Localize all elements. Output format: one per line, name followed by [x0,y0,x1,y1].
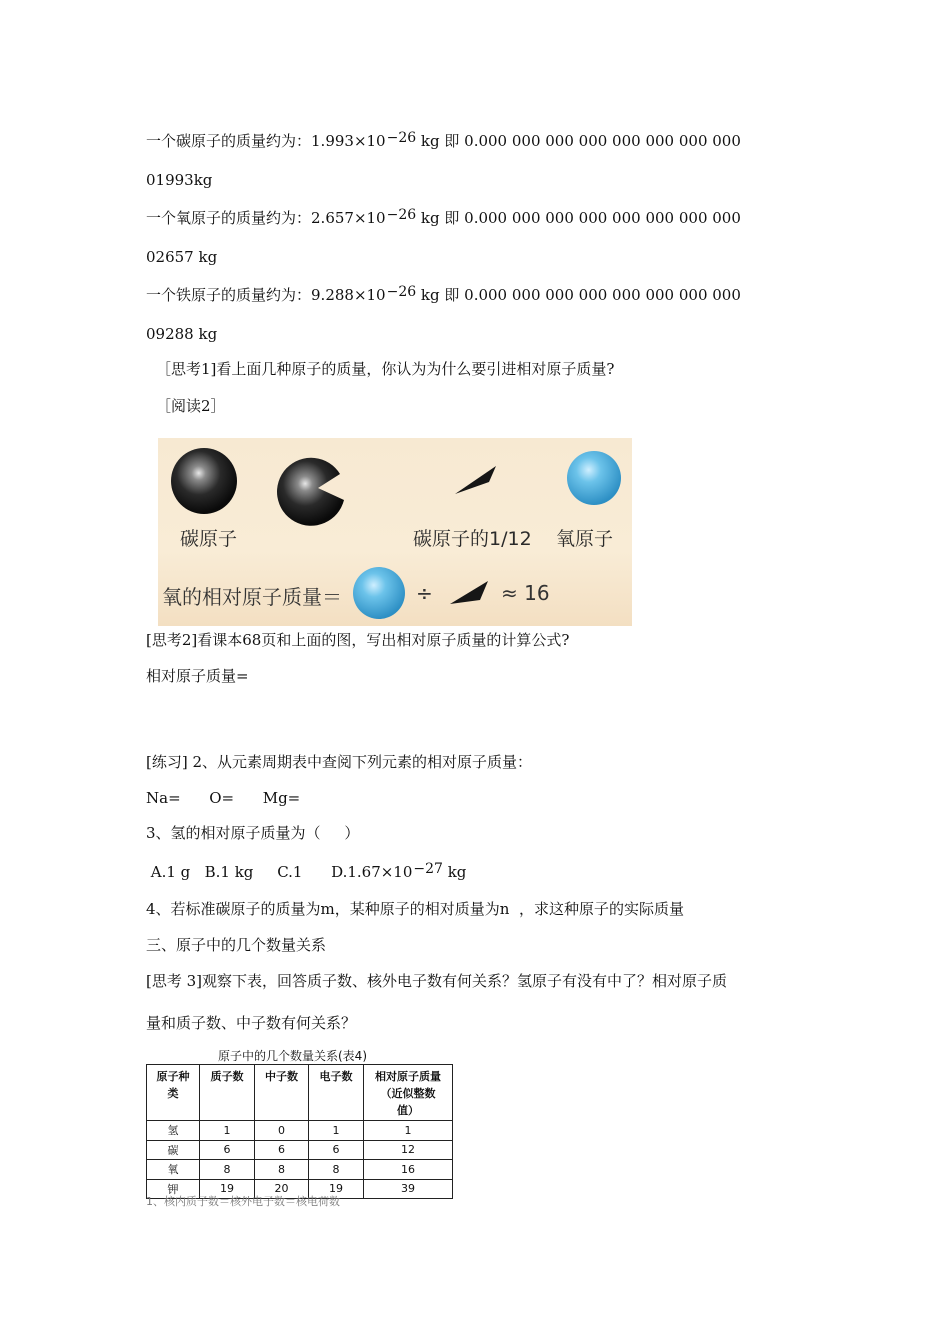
oxygen-mass-line: 一个氧原子的质量约为：$2.657\times 10^{-26}$ kg 即 0.000 000 000 000 000 000 000 000 [146,207,741,227]
carbon-twelfth-wedge-icon [455,466,496,494]
carbon-atom-icon [171,448,237,514]
table-row [147,1121,453,1141]
table-caption: 原子中的几个数量关系(表4) [218,1049,367,1063]
cell-atom: 钾 [147,1179,200,1199]
cell-relative-mass: 1 [364,1121,453,1141]
cell-neutrons: 8 [255,1160,309,1180]
header-atom-kind: 原子种 类 [147,1065,200,1121]
cell-atom: 碳 [147,1140,200,1160]
think3-question: [思考 3]观察下表，回答质子数、核外电子数有何关系？氢原子有没有中了？相对原子质 [146,972,728,990]
cell-protons: 19 [200,1179,255,1199]
equation-result: ≈ 16 [501,581,550,605]
question4: 4、若标准碳原子的质量为m，某种原子的相对质量为n ，求这种原子的实际质量 [146,900,684,918]
section3-heading: 三、原子中的几个数量关系 [146,936,327,954]
quantity-relation-table [146,1064,453,1199]
carbon-atom-cut-icon [277,458,344,526]
carbon-mass-line: 一个碳原子的质量约为：$1.993\times 10^{-26}$ kg 即 0.000 000 000 000 000 000 000 000 [146,130,741,150]
wedge-equation-icon [450,581,488,604]
practice2-question: [练习] 2、从元素周期表中查阅下列元素的相对原子质量： [146,753,533,771]
carbon-mass-continued: 01993kg [146,171,213,189]
formula-prompt: 相对原子质量= [146,667,249,685]
cell-protons: 6 [200,1140,255,1160]
cell-atom: 氧 [147,1160,200,1180]
cell-neutrons: 20 [255,1179,309,1199]
iron-mass-continued: 09288 kg [146,325,218,343]
cell-protons: 1 [200,1121,255,1141]
header-electrons: 电子数 [309,1065,364,1121]
question3-options: A.1 g B.1 kg C.1 $D.1.67\times 10^{-27}$ kg [146,861,467,881]
cell-electrons: 8 [309,1160,364,1180]
think3-question-continued: 量和质子数、中子数有何关系？ [146,1014,357,1032]
think1-question: ［思考1]看上面几种原子的质量，你认为为什么要引进相对原子质量? [156,360,615,378]
cell-electrons: 1 [309,1121,364,1141]
think2-question: [思考2]看课本68页和上面的图，写出相对原子质量的计算公式? [146,631,570,649]
table-header-row [147,1065,453,1121]
carbon-atom-label: 碳原子 [180,528,238,550]
cell-neutrons: 0 [255,1121,309,1141]
table-row [147,1140,453,1160]
cell-electrons: 19 [309,1179,364,1199]
oxygen-atom-icon [567,451,621,505]
oxygen-mass-continued: 02657 kg [146,248,218,266]
cell-neutrons: 6 [255,1140,309,1160]
table-row [147,1160,453,1180]
header-neutrons: 中子数 [255,1065,309,1121]
cell-relative-mass: 39 [364,1179,453,1199]
oxygen-atom-label: 氧原子 [556,528,614,550]
question3: 3、氢的相对原子质量为（ ） [146,824,360,842]
equation-divide: ÷ [416,581,433,605]
cell-electrons: 6 [309,1140,364,1160]
equation-left: 氧的相对原子质量＝ [162,585,342,609]
header-relative-mass: 相对原子质量 （近似整数 值） [364,1065,453,1121]
element-blanks: Na= O= Mg= [146,789,301,807]
iron-mass-line: 一个铁原子的质量约为：$9.288\times 10^{-26}$ kg 即 0.000 000 000 000 000 000 000 000 [146,284,741,304]
relative-atomic-mass-figure [158,438,632,626]
carbon-twelfth-label: 碳原子的1/12 [413,528,532,550]
cutoff-text: 1、核内质子数＝核外电子数＝核电荷数 [146,1195,340,1208]
cell-relative-mass: 16 [364,1160,453,1180]
cell-relative-mass: 12 [364,1140,453,1160]
read2-heading: ［阅读2］ [156,397,226,415]
oxygen-atom-equation-icon [353,567,405,619]
cell-protons: 8 [200,1160,255,1180]
header-protons: 质子数 [200,1065,255,1121]
cell-atom: 氢 [147,1121,200,1141]
